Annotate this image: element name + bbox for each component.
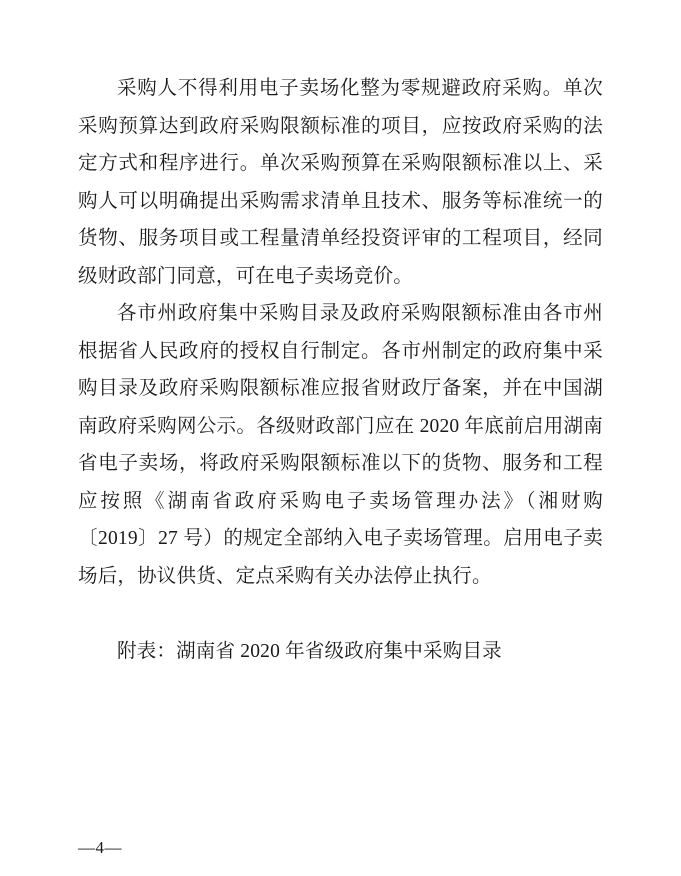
attachment-line: 附表：湖南省 2020 年省级政府集中采购目录 <box>117 641 502 662</box>
paragraph-2: 各市州政府集中采购目录及政府采购限额标准由各市州根据省人民政府的授权自行制定。各市州制定的政府集中采购目录及政府采购限额标准应报省财政厅备案，并在中国湖南政府采购网公示。各级财政部门应在 2020 年底前启用湖南省电子卖场，将政府采购限额标准以下的货物、服务和工程应按照《湖南省政府采购电子卖场管理办法》（湘财购〔2019〕27 号）的规定全部纳入电子卖场管理。启用电子卖场后，协议供货、定点采购有关办法停止执行。 <box>78 303 603 587</box>
page-number: —4— <box>78 838 122 857</box>
paragraph-1: 采购人不得利用电子卖场化整为零规避政府采购。单次采购预算达到政府采购限额标准的项目，应按政府采购的法定方式和程序进行。单次采购预算在采购限额标准以上、采购人可以明确提出采购需求清单且技术、服务等标准统一的货物、服务项目或工程量清单经投资评审的工程项目，经同级财政部门同意，可在电子卖场竞价。 <box>78 78 603 287</box>
document-body <box>78 70 603 671</box>
